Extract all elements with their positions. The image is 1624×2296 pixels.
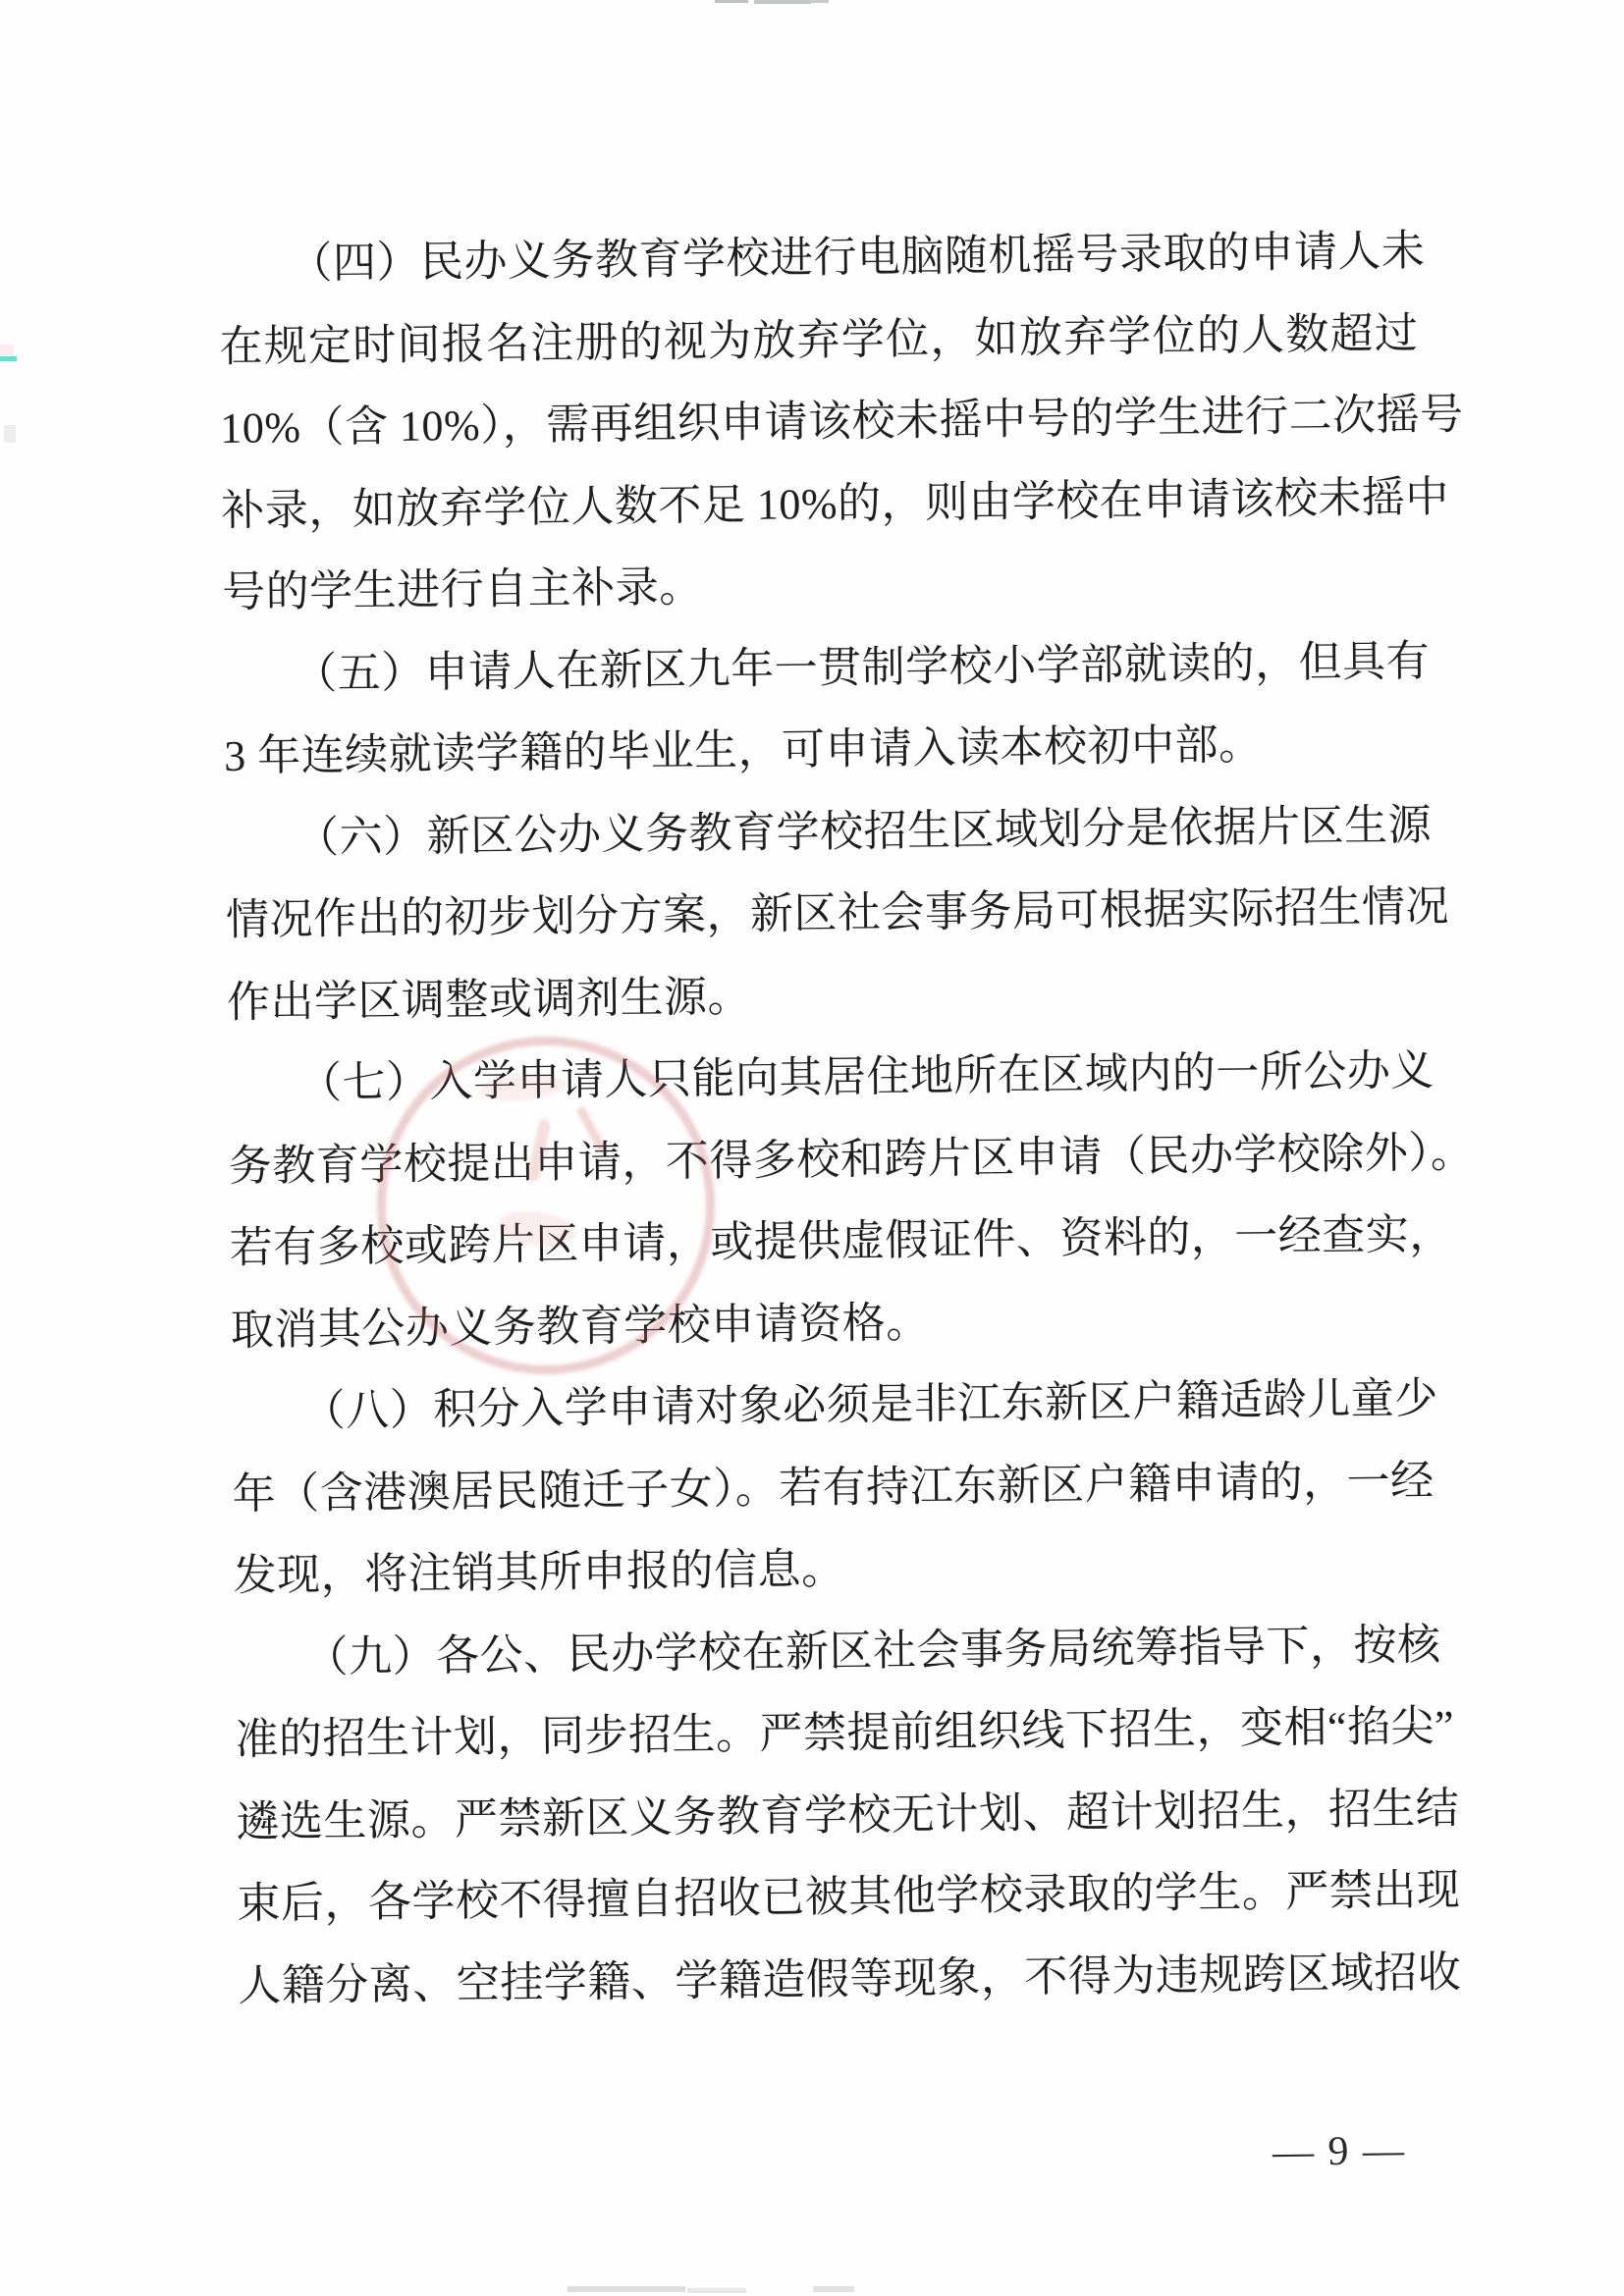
text-line: 号的学生进行自主补录。 [221,562,704,616]
text-line: 人籍分离、空挂学籍、学籍造假等现象，不得为违规跨区域招收 [238,1948,1462,2010]
page-number: — 9 — [1272,2128,1407,2175]
scan-smudge-top [754,0,811,4]
text-line: （五）申请人在新区九年一贯制学校小学部就读的，但具有 [293,636,1431,698]
text-line: 作出学区调整或调剂生源。 [226,972,752,1027]
text-line: 取消其公办义务教育学校申请资格。 [230,1298,931,1355]
text-line: （九）各公、民办学校在新区社会事务局统筹指导下，按核 [304,1620,1441,1682]
text-line: 准的招生计划，同步招生。严禁提前组织线下招生，变相“掐尖” [235,1701,1455,1764]
text-line: 务教育学校提出申请，不得多校和跨片区申请（民办学校除外）。 [228,1128,1475,1191]
text-line: 遴选生源。严禁新区义务教育学校无计划、超计划招生，招生结 [236,1784,1460,1846]
scan-smudge-bottom [687,2288,746,2293]
text-line: 在规定时间报名注册的视为放弃学位，如放弃学位的人数超过 [219,308,1419,371]
scan-edge-mark [0,345,14,355]
text-line: （八）积分入学申请对象必须是非江东新区户籍适龄儿童少 [301,1373,1438,1436]
document-body [218,210,1475,2027]
scan-smudge-top [811,0,829,3]
scan-edge-mark [0,356,17,361]
scan-edge-mark [4,425,16,443]
text-line: 10%（含 10%），需再组织申请该校未摇中号的学生进行二次摇号 [220,390,1464,453]
text-line: 年（含港澳居民随迁子女）。若有持江东新区户籍申请的，一经 [232,1456,1435,1519]
text-line: 发现，将注销其所申报的信息。 [233,1544,845,1600]
text-line: 束后，各学校不得擅自招收已被其他学校录取的学生。严禁出现 [237,1865,1461,1928]
scan-smudge-top [715,0,748,3]
text-line: 补录，如放弃学位人数不足 10%的，则由学校在申请该校未摇中 [221,472,1450,535]
text-line: 若有多校或跨片区申请，或提供虚假证件、资料的，一经查实， [229,1209,1454,1272]
text-line: 情况作出的初步划分方案，新区社会事务局可根据实际招生情况 [225,881,1450,944]
text-line: （四）民办义务教育学校进行电脑随机摇号录取的申请人未 [289,227,1426,289]
scan-smudge-bottom [813,2286,854,2292]
text-line: （六）新区公办义务教育学校招生区域划分是依据片区生源 [295,800,1433,862]
text-line: 3 年连续就读学籍的毕业生，可申请入读本校初中部。 [223,720,1263,780]
scan-smudge-bottom [568,2286,685,2292]
text-line: （七）入学申请人只能向其居住地所在区域内的一所公办义 [298,1046,1435,1108]
